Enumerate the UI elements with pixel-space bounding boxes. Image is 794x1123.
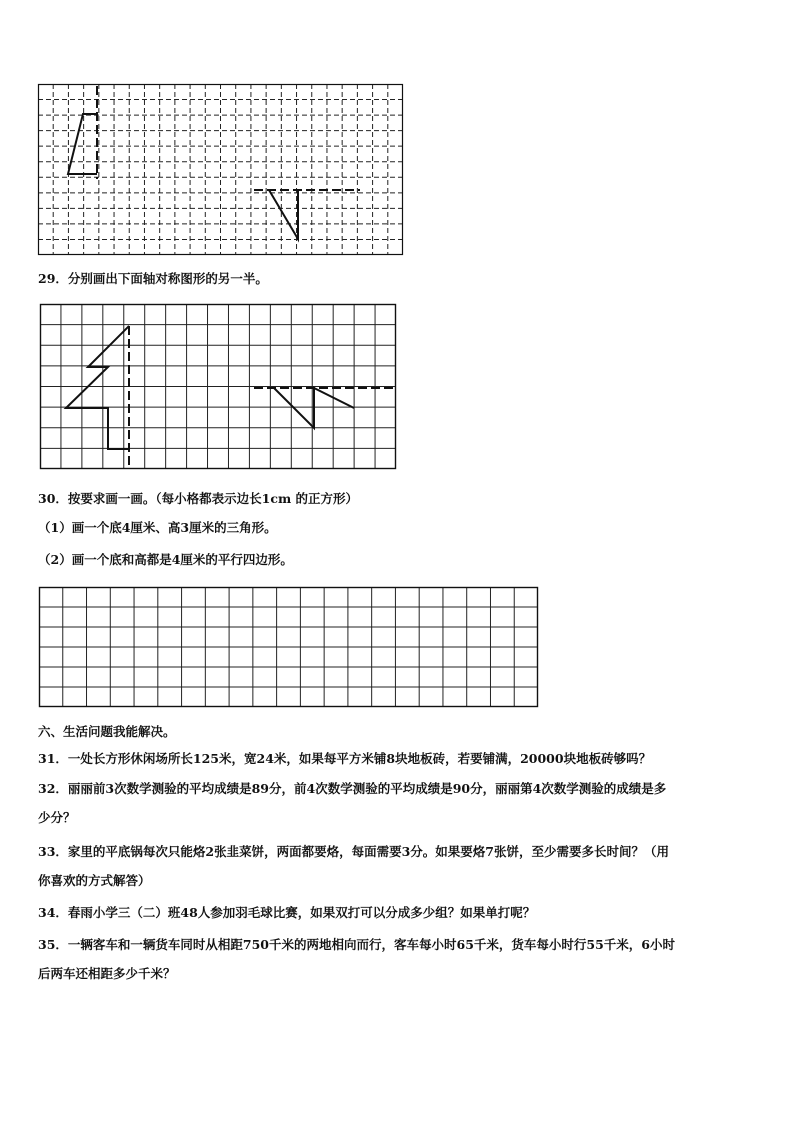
question-text-line-1: 家里的平底锅每次只能烙2张韭菜饼，两面都要烙，每面需要3分。如果要烙7张饼，至少需要多长时间？（用 xyxy=(67,844,670,859)
dashed-grid-figure xyxy=(38,84,404,256)
question-32 xyxy=(38,781,666,797)
question-35-continued xyxy=(38,966,176,982)
symmetry-grid-lines xyxy=(40,304,396,469)
question-number: 32． xyxy=(38,781,68,796)
question-30-part-2 xyxy=(38,552,293,568)
half-figure-left xyxy=(68,114,97,174)
half-figure-right xyxy=(269,190,298,239)
question-30-part-1 xyxy=(38,520,277,536)
sub-question-text: （2）画一个底和高都是4厘米的平行四边形。 xyxy=(38,552,293,567)
question-34 xyxy=(38,905,535,921)
question-number: 29． xyxy=(38,271,68,286)
question-text: 一处长方形休闲场所长125米，宽24米，如果每平方米铺8块地板砖，若要铺满，20000块地板砖够吗？ xyxy=(67,751,652,766)
question-text-line-2: 后两车还相距多少千米？ xyxy=(38,966,176,981)
drawing-grid-lines xyxy=(39,587,538,707)
question-text-line-2: 少分？ xyxy=(38,810,76,825)
question-31 xyxy=(38,751,651,767)
question-33 xyxy=(38,844,669,860)
question-text-line-2: 你喜欢的方式解答） xyxy=(38,873,151,888)
question-32-continued xyxy=(38,810,76,826)
question-number: 34． xyxy=(38,905,68,920)
sub-question-text: （1）画一个底4厘米、高3厘米的三角形。 xyxy=(38,520,277,535)
question-text-line-1: 一辆客车和一辆货车同时从相距750千米的两地相向而行，客车每小时65千米，货车每小时行55千米，6小时 xyxy=(67,937,675,952)
section-title: 六、生活问题我能解决。 xyxy=(38,724,176,739)
section-heading xyxy=(38,724,176,740)
question-text-line-1: 丽丽前3次数学测验的平均成绩是89分，前4次数学测验的平均成绩是90分，丽丽第4次数学测验的成绩是多 xyxy=(67,781,667,796)
question-33-continued xyxy=(38,873,151,889)
question-30 xyxy=(38,491,358,507)
question-number: 33． xyxy=(38,844,68,859)
question-29 xyxy=(38,271,268,287)
symmetry-grid xyxy=(40,304,396,470)
dashed-grid-lines xyxy=(38,84,403,255)
question-text: 按要求画一画。（每小格都表示边长1cm 的正方形） xyxy=(67,491,359,506)
zigzag-half-figure xyxy=(274,388,354,428)
question-text: 春雨小学三（二）班48人参加羽毛球比赛，如果双打可以分成多少组？如果单打呢？ xyxy=(67,905,536,920)
drawing-grid[interactable] xyxy=(39,587,539,708)
question-35 xyxy=(38,937,675,953)
tree-half-figure xyxy=(66,326,129,449)
question-text: 分别画出下面轴对称图形的另一半。 xyxy=(67,271,268,286)
question-number: 31． xyxy=(38,751,68,766)
question-number: 35． xyxy=(38,937,68,952)
question-number: 30． xyxy=(38,491,68,506)
